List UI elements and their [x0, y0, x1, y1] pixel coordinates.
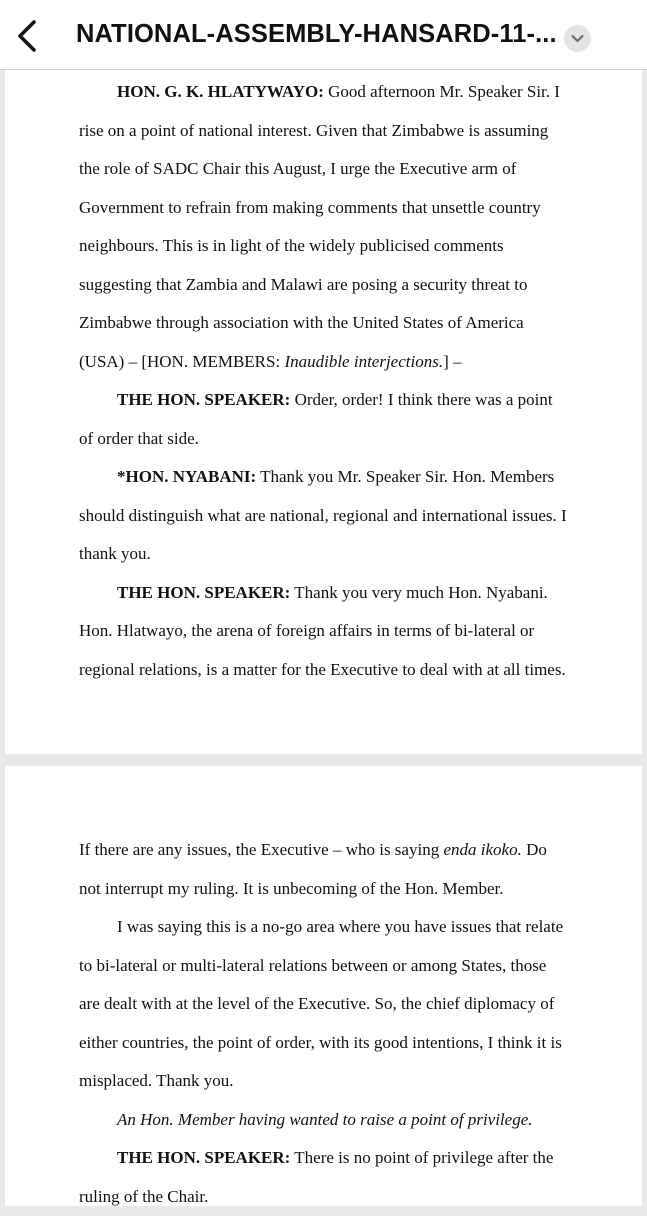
- speaker-name: HON. G. K. HLATYWAYO:: [117, 82, 324, 101]
- speaker-name: THE HON. SPEAKER:: [117, 390, 291, 409]
- back-button[interactable]: [14, 18, 46, 54]
- paragraph-hlatywayo: HON. G. K. HLATYWAYO: Good afternoon Mr. Speaker Sir. I rise on a point of national interest. Given that Zimbabwe is assuming the role of SADC Chair this August, I urge the Executive arm of Government to refrain from making comments that unsettle country neighbours. This is in light of the widely publicised comments suggesting that Zambia and Malawi are posing a security threat to Zimbabwe through association with the United States of America (USA) – [HON. MEMBERS: Inaudible interjections.] –: [79, 82, 560, 371]
- paragraph-no-go-area: I was saying this is a no-go area where you have issues that relate to bi-lateral or multi-lateral relations between or among States, those are dealt with at the level of the Executive. So, the chief diplomacy of either countries, the point of order, with its good intentions, I think it is misplaced. Thank you.: [79, 917, 564, 1090]
- document-page-1: [5, 70, 642, 754]
- paragraph-executive-issues: If there are any issues, the Executive – who is saying enda ikoko. Do not interrupt my ruling. It is unbecoming of the Hon. Member.: [79, 840, 547, 898]
- paragraph-speaker-ruling: THE HON. SPEAKER: Thank you very much Hon. Nyabani. Hon. Hlatwayo, the arena of foreign affairs in terms of bi-lateral or regional relations, is a matter for the Executive to deal with at all times.: [79, 582, 566, 679]
- top-bar: [0, 0, 647, 70]
- document-page-2: [5, 766, 642, 1206]
- speaker-name: *HON. NYABANI:: [117, 467, 257, 486]
- paragraph-privilege-note: An Hon. Member having wanted to raise a point of privilege.: [117, 1109, 533, 1129]
- title-menu-button[interactable]: [564, 25, 591, 52]
- chevron-down-icon: [564, 25, 591, 52]
- chevron-left-icon: [14, 18, 46, 54]
- speaker-name: THE HON. SPEAKER:: [117, 1148, 291, 1167]
- document-title: NATIONAL-ASSEMBLY-HANSARD-11-...: [76, 20, 557, 48]
- paragraph-speaker-order: THE HON. SPEAKER: Order, order! I think there was a point of order that side.: [79, 390, 553, 448]
- speaker-name: THE HON. SPEAKER:: [117, 582, 291, 602]
- paragraph-speaker-privilege: THE HON. SPEAKER: There is no point of privilege after the ruling of the Chair.: [79, 1148, 554, 1206]
- paragraph-nyabani: *HON. NYABANI: Thank you Mr. Speaker Sir. Hon. Members should distinguish what are national, regional and international issues. I thank you.: [79, 467, 567, 563]
